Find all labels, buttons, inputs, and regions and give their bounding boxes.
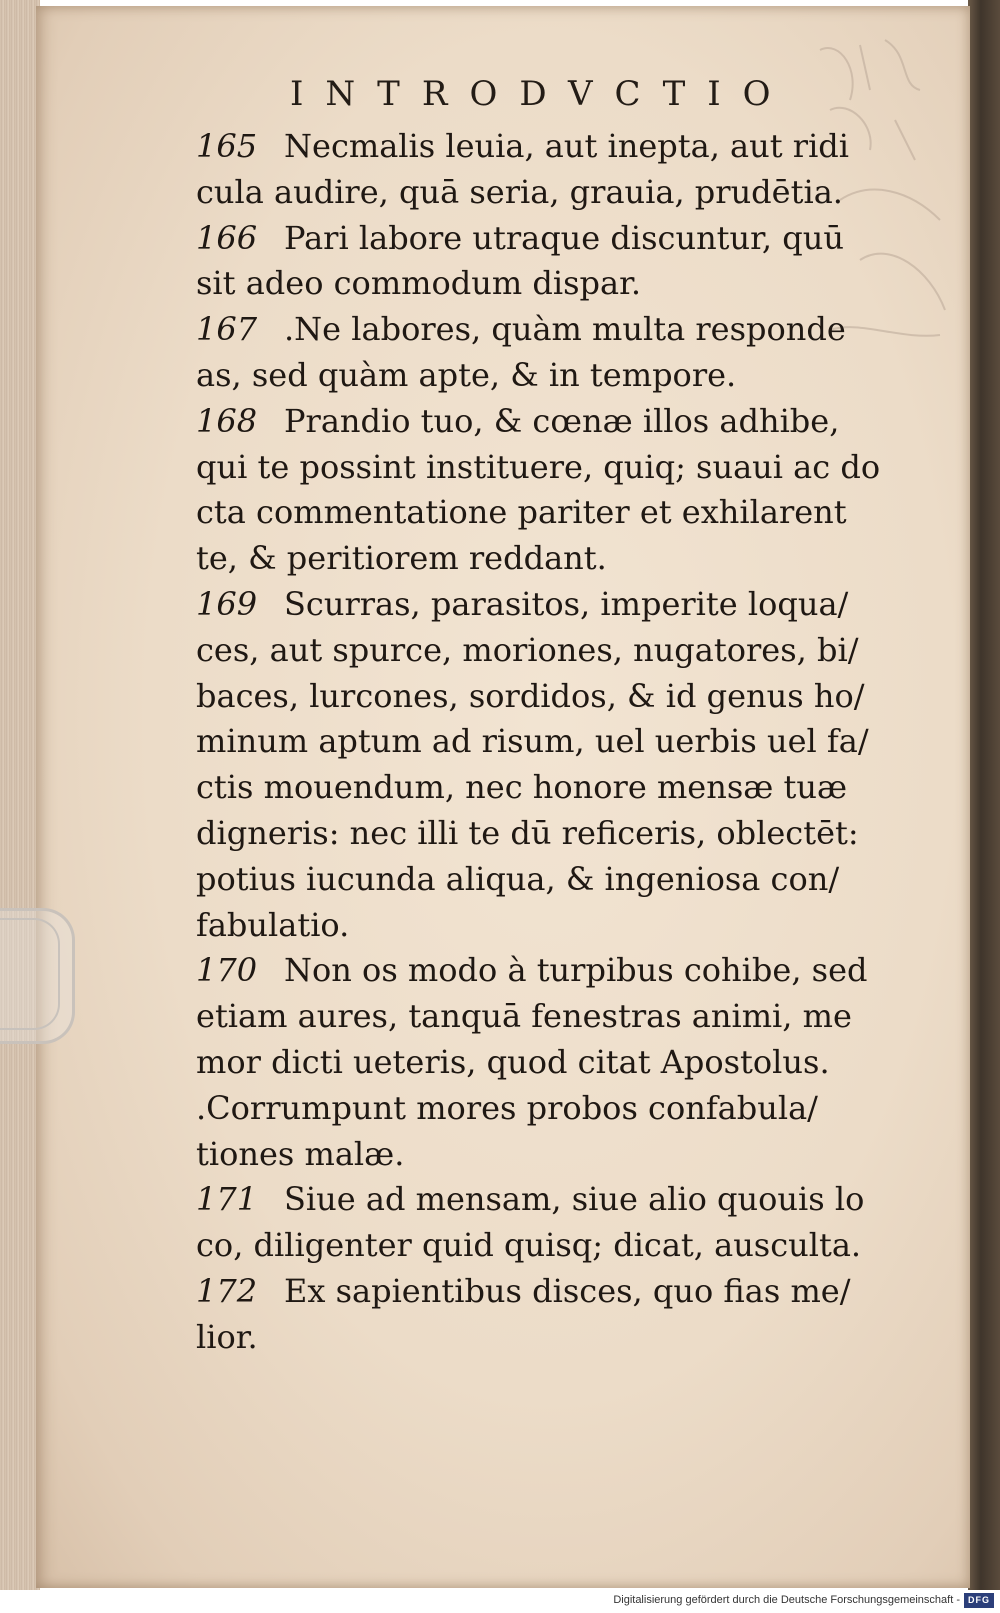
line-text: mor dicti ueteris, quod citat Apostolus. (196, 1042, 830, 1081)
footer-bar (0, 1590, 1000, 1613)
page-edges (0, 0, 40, 1590)
text-line (196, 307, 936, 353)
line-text: baces, lurcones, sordidos, & id genus ho/ (196, 676, 865, 715)
text-line (196, 903, 936, 949)
text-line (196, 353, 936, 399)
line-text: potius iucunda aliqua, & ingeniosa con/ (196, 859, 840, 898)
line-text: Prandio tuo, & cœnæ illos adhibe, (284, 401, 840, 440)
text-line (196, 1040, 936, 1086)
line-text: as, sed quàm apte, & in tempore. (196, 355, 737, 394)
text-line (196, 216, 936, 262)
digitization-credit: Digitalisierung gefördert durch die Deutsche Forschungsgemeinschaft - (613, 1594, 960, 1606)
line-text: digneris: nec illi te dū reficeris, oblectēt: (196, 813, 859, 852)
entry-number: 165 (196, 127, 258, 165)
entry-number: 167 (196, 310, 258, 349)
running-head: INTRODVCTIO (290, 74, 793, 114)
dfg-logo[interactable]: DFG (964, 1593, 994, 1608)
line-text: tiones malæ. (196, 1134, 405, 1173)
line-text: Pari labore utraque discuntur, quū (284, 218, 844, 257)
text-line (196, 1269, 936, 1315)
text-line (196, 445, 936, 491)
text-line (196, 1132, 936, 1178)
line-text: .Corrumpunt mores probos confabula/ (196, 1088, 818, 1127)
line-text: sit adeo commodum dispar. (196, 264, 642, 303)
text-line (196, 170, 936, 216)
text-line (196, 124, 936, 170)
line-text: Siue ad mensam, siue alio quouis lo (284, 1180, 865, 1219)
text-line (196, 1086, 936, 1132)
line-text: lior. (196, 1317, 258, 1356)
entry-number: 166 (196, 218, 258, 257)
line-text: fabulatio. (196, 905, 350, 944)
text-line (196, 536, 936, 582)
text-line (196, 994, 936, 1040)
text-line (196, 1315, 936, 1361)
text-line (196, 490, 936, 536)
line-text: minum aptum ad risum, uel uerbis uel fa/ (196, 722, 869, 761)
text-line (196, 399, 936, 445)
entry-number: 168 (196, 401, 258, 440)
text-line (196, 628, 936, 674)
line-text: Necmalis leuia, aut inepta, aut ridi (284, 127, 850, 165)
line-text: Ex sapientibus disces, quo fias me/ (284, 1271, 851, 1310)
text-line (196, 857, 936, 903)
text-line (196, 719, 936, 765)
line-text: te, & peritiorem reddant. (196, 539, 607, 578)
line-text: ces, aut spurce, moriones, nugatores, bi/ (196, 630, 859, 669)
line-text: .Ne labores, quàm multa responde (284, 310, 846, 349)
text-line (196, 1223, 936, 1269)
line-text: etiam aures, tanquā fenestras animi, me (196, 997, 852, 1036)
text-line (196, 582, 936, 628)
line-text: ctis mouendum, nec honore mensæ tuæ (196, 768, 848, 807)
book-cover-edge (968, 0, 1000, 1590)
entry-number: 171 (196, 1180, 258, 1219)
entry-number: 170 (196, 951, 258, 990)
line-text: cula audire, quā seria, grauia, prudētia. (196, 172, 843, 211)
text-line (196, 674, 936, 720)
text-line (196, 948, 936, 994)
line-text: qui te possint instituere, quiq; suaui ac do (196, 447, 881, 486)
line-text: co, diligenter quid quisq; dicat, ausculta. (196, 1226, 862, 1265)
text-line (196, 811, 936, 857)
text-line (196, 261, 936, 307)
line-text: Scurras, parasitos, imperite loqua/ (284, 584, 849, 623)
text-line (196, 1177, 936, 1223)
line-text: cta commentatione pariter et exhilarent (196, 493, 847, 532)
text-line (196, 765, 936, 811)
page-clip (0, 908, 75, 1044)
line-text: Non os modo à turpibus cohibe, sed (284, 951, 868, 990)
page-text (196, 124, 936, 1361)
entry-number: 169 (196, 584, 258, 623)
entry-number: 172 (196, 1271, 258, 1310)
